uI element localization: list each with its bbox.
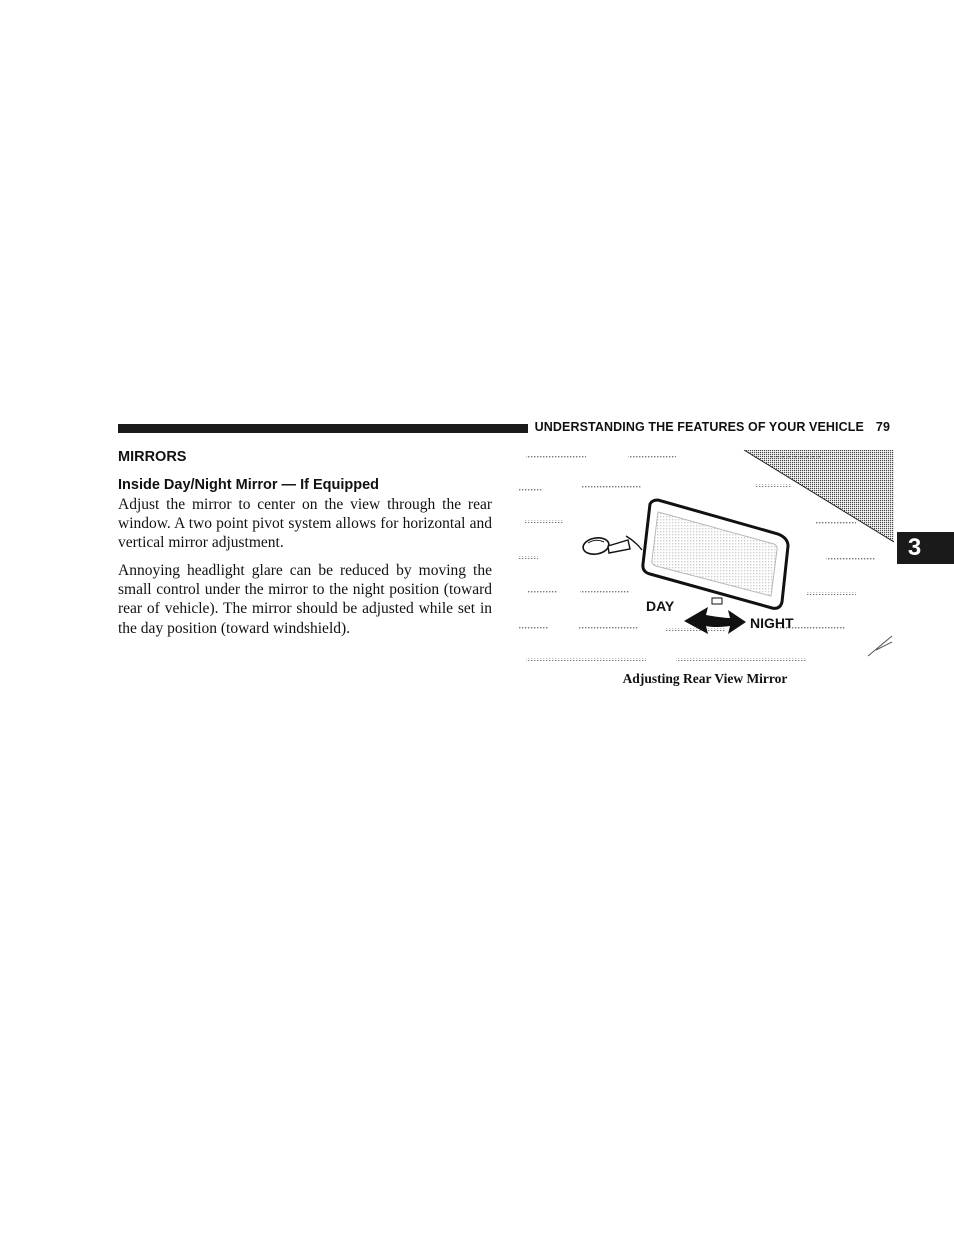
page-number: 79: [875, 420, 890, 434]
mirror-illustration: [516, 450, 894, 666]
figure-caption: Adjusting Rear View Mirror: [622, 671, 788, 686]
day-label: DAY: [646, 598, 675, 614]
night-label: NIGHT: [750, 615, 794, 631]
corner-hatch: [868, 636, 892, 656]
running-title: UNDERSTANDING THE FEATURES OF YOUR VEHICLE: [534, 420, 864, 434]
mirror-mount: [582, 536, 642, 556]
mirror-body: [643, 500, 788, 608]
running-header: [534, 420, 890, 434]
paragraph: Annoying headlight glare can be reduced by moving the small control under the mirror to the night position (toward rear of vehicle). The mirror should be adjusted while set in the day position (toward windshield).: [118, 562, 492, 637]
header-rule: [118, 424, 528, 433]
subsection-heading: Inside Day/Night Mirror — If Equipped: [118, 477, 380, 493]
paragraph: Adjust the mirror to center on the view through the rear window. A two point pivot system allows for horizontal and vertical mirror adjustment.: [118, 496, 492, 552]
section-heading: MIRRORS: [118, 449, 187, 465]
chapter-tab: 3: [897, 532, 954, 564]
